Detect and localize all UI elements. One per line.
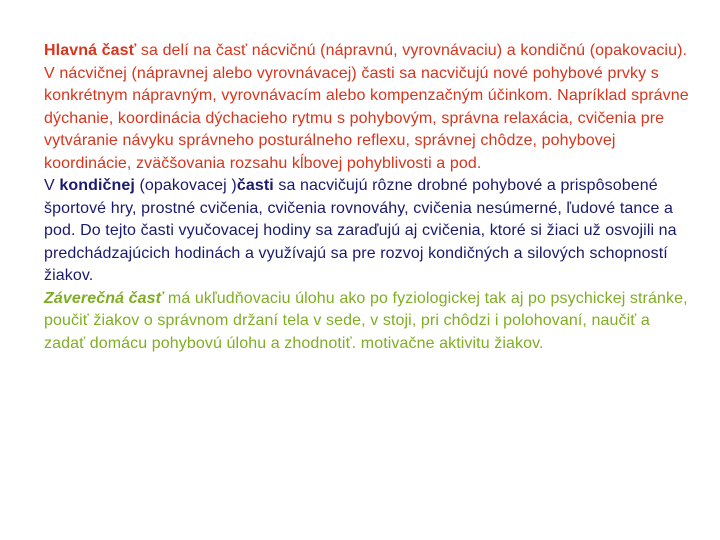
main-part-text: sa delí na časť nácvičnú (nápravnú, vyrovnávaciu) a kondičnú (opakovaciu). V nácvičnej (nápravnej alebo vyrovnávacej) časti sa nacvičujú nové pohybové prvky s konkrétnym nápravným, vyrovnávacím alebo kompenzačným účinkom. Napríklad správne dýchanie, koordinácia dýchacieho rytmu s pohybovým, správna relaxácia, cvičenia pre vytváranie návyku správneho posturálneho reflexu, správnej chôdze, pohybovej koordinácie, zväčšovania rozsahu kĺbovej pohyblivosti a pod. — [44, 42, 689, 172]
slide-text-body — [44, 40, 694, 355]
final-part-heading: Záverečná časť — [44, 289, 164, 307]
main-part-heading: Hlavná časť — [44, 42, 137, 59]
conditioning-prefix: V — [44, 177, 60, 194]
conditioning-part-text: sa nacvičujú rôzne drobné pohybové a prispôsobené športové hry, prostné cvičenia, cvičenia rovnováhy, cvičenia nesúmerné, ľudové tance a pod. Do tejto časti vyučovacej hodiny sa zaraďujú aj cvičenia, ktoré si žiaci už osvojili na predchádzajúcich hodinách a využívajú sa pre rozvoj kondičných a silových schopností žiakov. — [44, 177, 677, 284]
conditioning-part-keyword: časti — [236, 177, 274, 194]
main-part-paragraph — [44, 40, 694, 175]
final-part-text: má ukľudňovaciu úlohu ako po fyziologickej tak aj po psychickej stránke, poučiť žiakov o správnom držaní tela v sede, v stoji, pri chôdzi i polohovaní, naučiť a zadať domácu pohybovú úlohu a zhodnotiť. motivačne aktivitu žiakov. — [44, 289, 688, 352]
conditioning-keyword: kondičnej — [59, 177, 135, 194]
conditioning-part-paragraph — [44, 175, 694, 288]
conditioning-middle: (opakovacej ) — [134, 177, 237, 194]
final-part-paragraph — [44, 288, 694, 356]
